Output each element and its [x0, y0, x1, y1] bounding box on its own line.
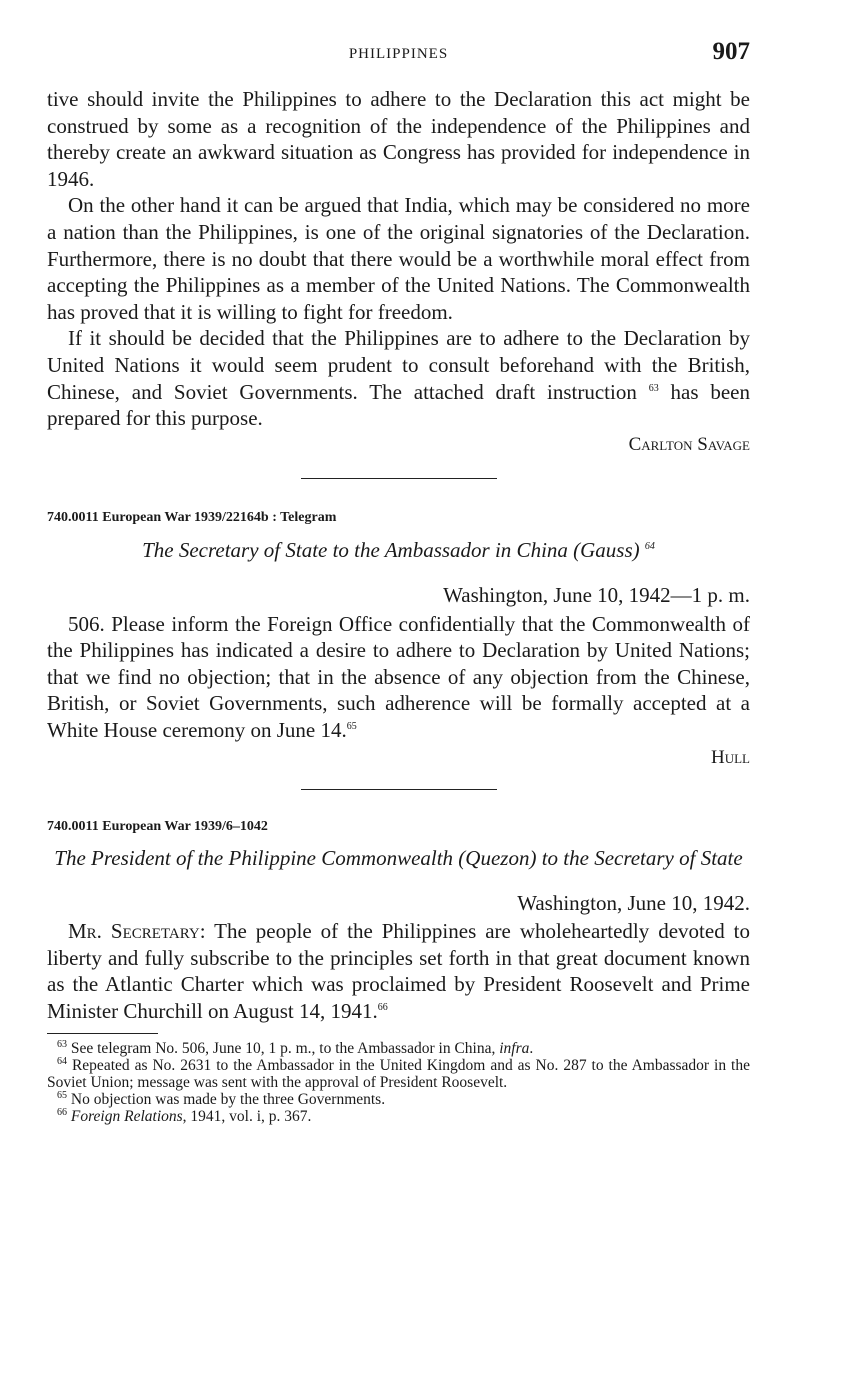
document-id-1: 740.0011 European War 1939/22164b : Telegram — [47, 509, 337, 525]
page-number: 907 — [712, 38, 750, 65]
document-heading-1-text: The Secretary of State to the Ambassador in China (Gauss) — [142, 538, 640, 563]
paragraph-3-text-b: has been prepared for this purpose. — [47, 379, 751, 431]
paragraph-3 — [47, 325, 750, 431]
salutation: Mr. Secretary: — [68, 919, 206, 944]
footnote-rule — [47, 1033, 158, 1034]
footnote-63-text: See telegram No. 506, June 10, 1 p. m., to the Ambassador in China, — [70, 1039, 500, 1057]
footnote-ref-66[interactable]: 66 — [377, 1002, 388, 1014]
signature-hull: Hull — [711, 747, 750, 769]
section-divider-2 — [301, 789, 497, 790]
dateline-2: Washington, June 10, 1942. — [517, 890, 750, 915]
dateline-1: Washington, June 10, 1942—1 p. m. — [443, 582, 750, 607]
footnote-63-italic: infra — [499, 1039, 530, 1057]
footnote-64-text: Repeated as No. 2631 to the Ambassador in the United Kingdom and as No. 287 to the Ambassador in the Soviet Union; message was sent with the approval of President Roosevelt. — [47, 1056, 750, 1091]
document-id-2: 740.0011 European War 1939/6–1042 — [47, 819, 268, 835]
page-body — [47, 86, 750, 1125]
footnotes — [47, 1040, 750, 1125]
footnote-63-tail: . — [529, 1039, 534, 1057]
footnote-65-text: No objection was made by the three Governments. — [70, 1090, 386, 1108]
footnote-66 — [47, 1108, 750, 1125]
document-heading-2: The President of the Philippine Commonwealth (Quezon) to the Secretary of State — [54, 846, 743, 871]
footnote-64 — [47, 1057, 750, 1091]
running-title: PHILIPPINES — [348, 46, 449, 62]
letter-text-body: The people of the Philippines are wholeheartedly devoted to liberty and fully subscribe to the principles set forth in that great document known as the Atlantic Charter which was proclaimed by President Roosevelt and Prime Minister Churchill on August 14, 1941. — [47, 919, 750, 1024]
footnote-66-tail: , 1941, vol. i, p. 367. — [182, 1107, 312, 1125]
footnote-66-marker: 66 — [57, 1106, 67, 1118]
paragraph-2: On the other hand it can be argued that India, which may be considered no more a nation than the Philippines, is one of the original signatories of the Declaration. Furthermore, there is no doubt that there would be a worthwhile moral effect from accepting the Philippines as a member of the United Nations. The Commonwealth has proved that it is willing to fight for freedom. — [47, 193, 750, 324]
paragraph-1: tive should invite the Philippines to adhere to the Declaration this act might be construed by some as a recognition of the independence of the Philippines and thereby create an awkward situation as Congress has provided for independence in 1946. — [47, 87, 750, 191]
footnote-66-italic: Foreign Relations — [70, 1107, 183, 1125]
footnote-63 — [47, 1040, 750, 1057]
footnote-ref-63[interactable]: 63 — [648, 382, 659, 394]
footnote-63-marker: 63 — [57, 1038, 67, 1050]
running-header — [47, 38, 750, 68]
footnote-ref-64[interactable]: 64 — [644, 541, 655, 553]
footnote-64-marker: 64 — [57, 1055, 67, 1067]
document-heading-1 — [47, 537, 750, 564]
telegram-text — [47, 611, 750, 744]
section-divider-1 — [301, 478, 497, 479]
footnote-ref-65[interactable]: 65 — [346, 720, 357, 732]
footnote-65-marker: 65 — [57, 1089, 67, 1101]
letter-text — [47, 918, 750, 1024]
footnote-65 — [47, 1091, 750, 1108]
telegram-text-body: 506. Please inform the Foreign Office confidentially that the Commonwealth of the Philippines has indicated a desire to adhere to Declaration by United Nations; that we find no objection; that in the absence of any objection from the Chinese, British, or Soviet Governments, such adherence will be formally accepted at a White House ceremony on June 14. — [47, 611, 750, 742]
signature-savage: Carlton Savage — [628, 433, 750, 455]
paragraph-3-text-a: If it should be decided that the Philippines are to adhere to the Declaration by United Nations it would seem prudent to consult beforehand with the British, Chinese, and Soviet Governments. The attached draft instruction — [47, 326, 750, 404]
